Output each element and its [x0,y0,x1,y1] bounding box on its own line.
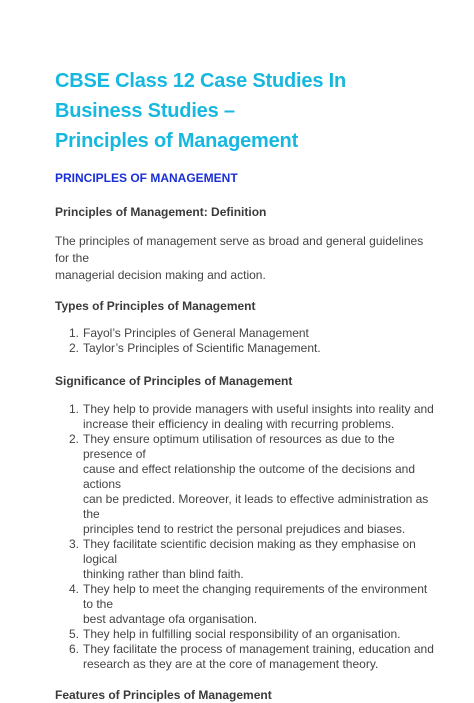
list-item-number: 1. [69,402,80,416]
definition-heading: Principles of Management: Definition [55,205,267,219]
list-item-text: Fayol’s Principles of General Management [83,326,309,340]
types-heading: Types of Principles of Management [55,299,256,313]
list-item-number: 1. [69,326,80,340]
list-item-number: 3. [69,537,80,551]
definition-line-1: The principles of management serve as broad and general guidelines for the [55,234,424,265]
list-item [55,642,434,672]
list-item-text: can be predicted. Moreover, it leads to effective administration as the [83,492,429,521]
list-item-text: They facilitate scientific decision making as they emphasise on logical [83,537,416,566]
list-item-text: They facilitate the process of management training, education and [83,642,434,656]
list-item-number: 5. [69,627,80,641]
list-item-text: best advantage ofa organisation. [83,612,258,626]
page-title [55,66,434,156]
list-item-text: thinking rather than blind faith. [83,567,244,581]
list-item-text: increase their efficiency in dealing with recurring problems. [83,417,395,431]
list-item-text: research as they are at the core of management theory. [83,657,379,671]
list-item [55,326,434,341]
list-item-text: principles tend to restrict the personal prejudices and biases. [83,522,406,536]
list-item-number: 4. [69,582,80,596]
features-heading: Features of Principles of Management [55,688,272,702]
page-title-line-2: Principles of Management [55,130,299,152]
list-item-number: 6. [69,642,80,656]
page-title-line-1: CBSE Class 12 Case Studies In Business Studies – [55,70,346,122]
list-item-text: They help in fulfilling social responsibility of an organisation. [83,627,401,641]
list-item [55,432,434,537]
list-item [55,341,434,356]
definition-paragraph [55,233,434,284]
section-label: PRINCIPLES OF MANAGEMENT [55,171,238,185]
significance-heading: Significance of Principles of Management [55,374,293,388]
list-item-number: 2. [69,432,80,446]
list-item-text: Taylor’s Principles of Scientific Management. [83,341,321,355]
list-item [55,402,434,432]
list-item-text: cause and effect relationship the outcome of the decisions and actions [83,462,415,491]
definition-line-2: managerial decision making and action. [55,268,266,282]
list-item [55,627,434,642]
list-item-number: 2. [69,341,80,355]
list-item-text: They ensure optimum utilisation of resources as due to the presence of [83,432,395,461]
list-item [55,537,434,582]
list-item-text: They help to provide managers with useful insights into reality and [83,402,434,416]
list-item-text: They help to meet the changing requirements of the environment to the [83,582,428,611]
types-list [55,326,434,356]
list-item [55,582,434,627]
